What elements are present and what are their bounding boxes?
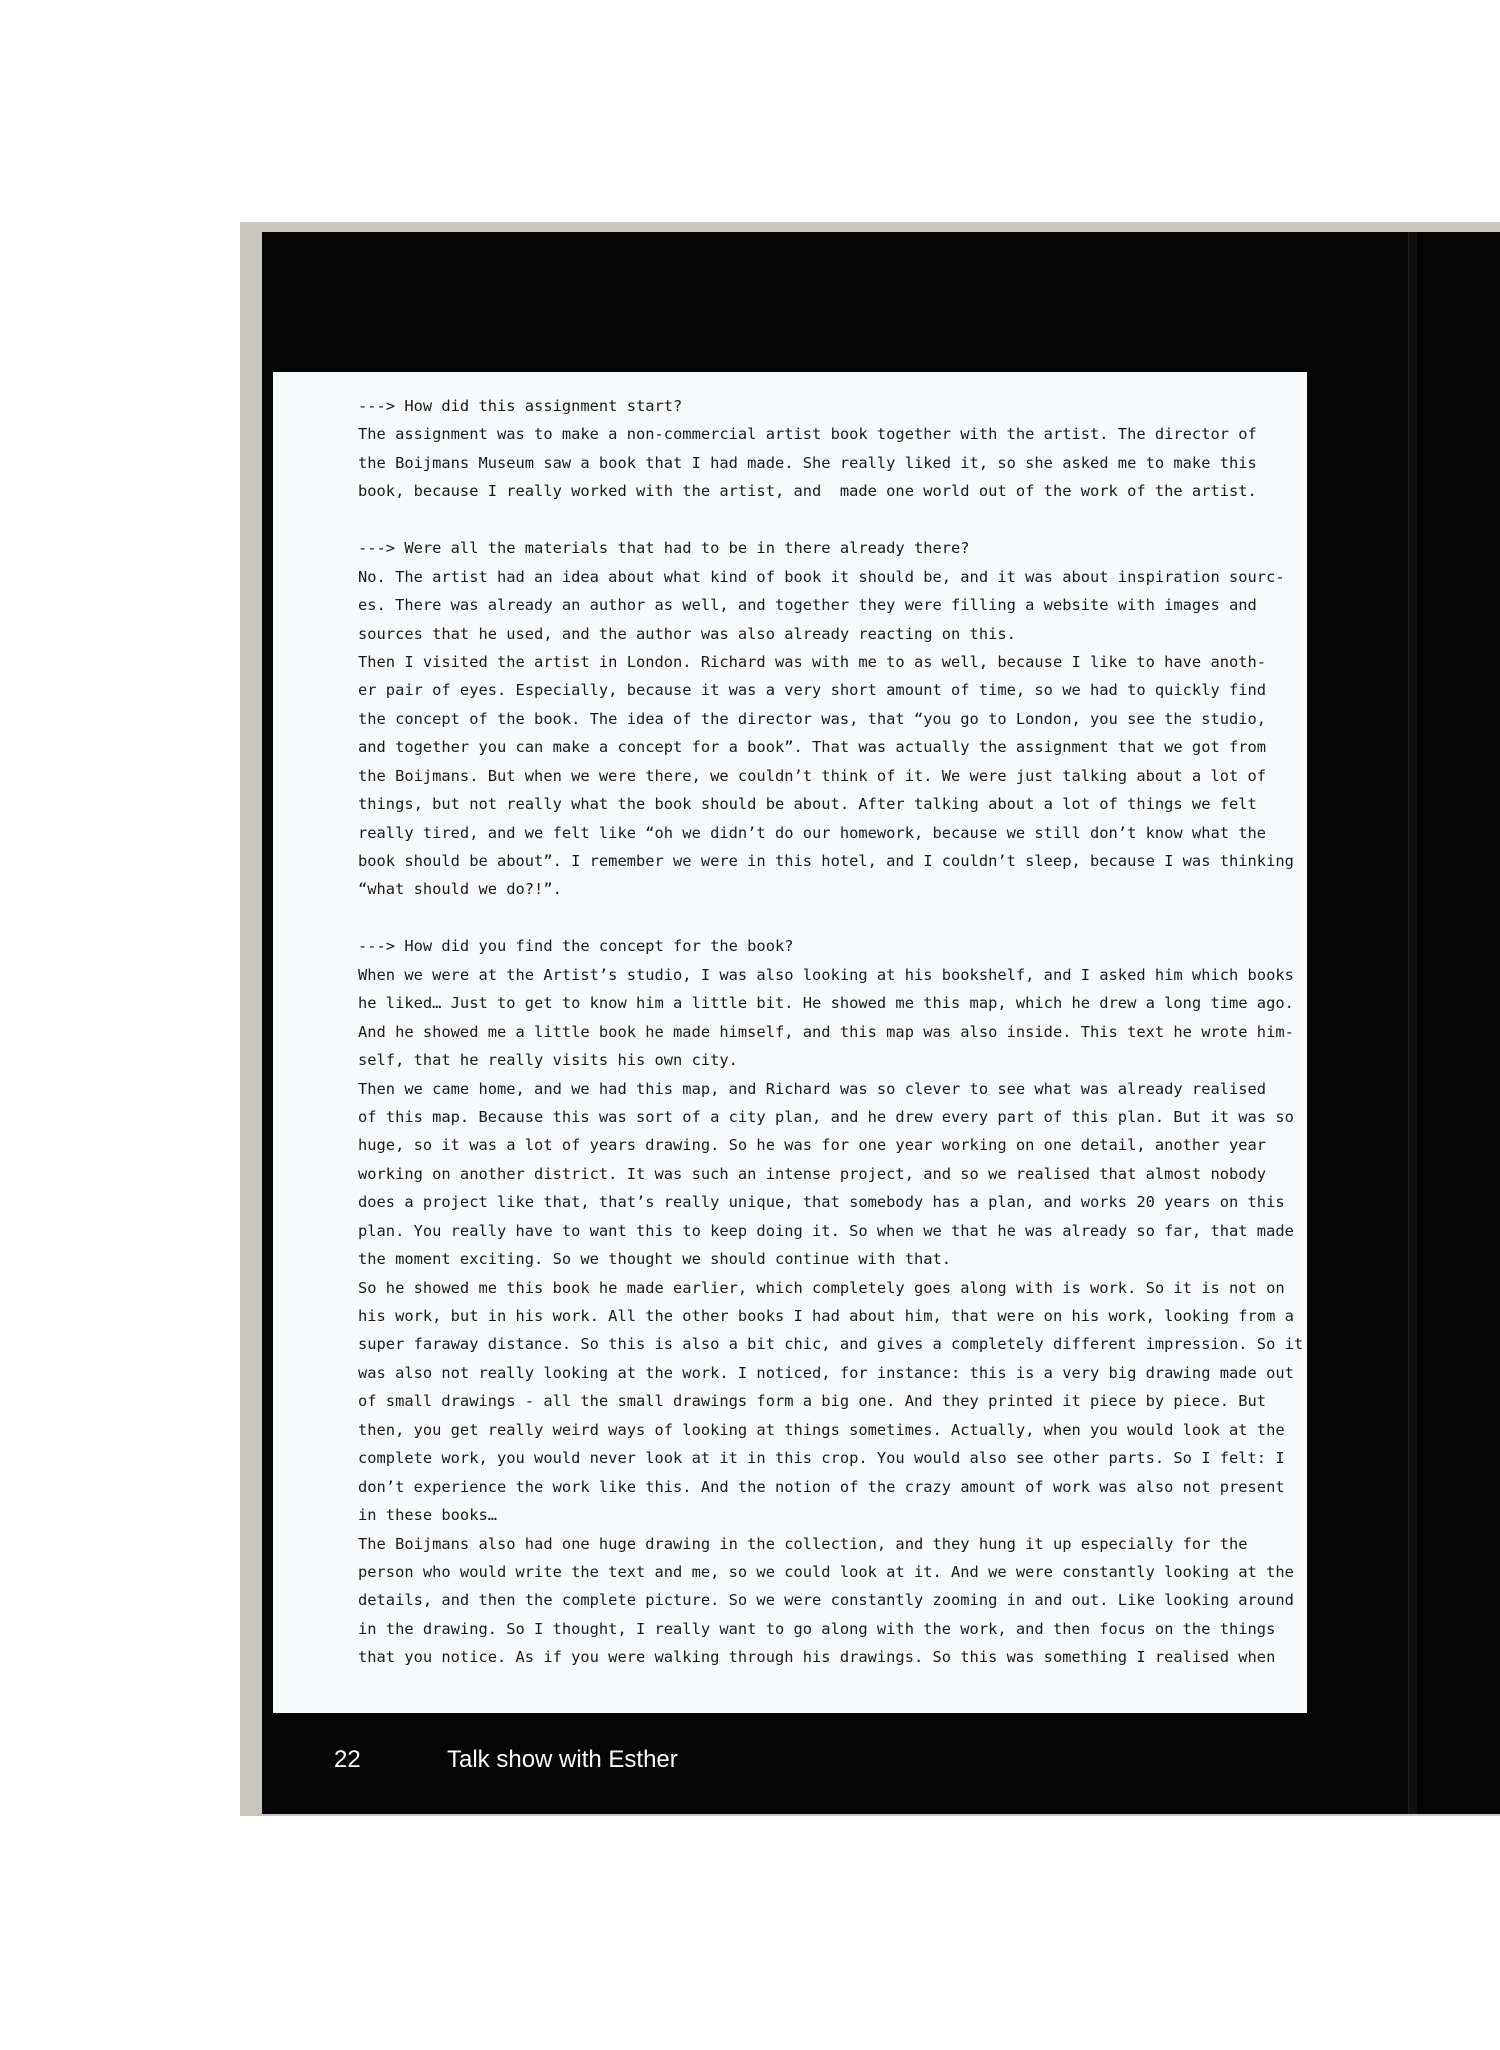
question-line: ---> How did you find the concept for the book? <box>358 937 794 956</box>
text-line: “what should we do?!”. <box>358 880 562 899</box>
text-line: self, that he really visits his own city. <box>358 1051 738 1070</box>
text-line: Then I visited the artist in London. Richard was with me to as well, because I like to have anoth- <box>358 652 1267 671</box>
text-line: of this map. Because this was sort of a city plan, and he drew every part of this plan. But it was so <box>358 1107 1294 1126</box>
blank-line <box>358 506 1288 534</box>
text-line: person who would write the text and me, so we could look at it. And we were constantly looking at the <box>358 1562 1294 1581</box>
text-line: Then we came home, and we had this map, and Richard was so clever to see what was already realised <box>358 1079 1267 1098</box>
text-line: huge, so it was a lot of years drawing. So he was for one year working on one detail, another year <box>358 1136 1267 1155</box>
text-line: sources that he used, and the author was also already reacting on this. <box>358 624 1016 643</box>
question-line: ---> Were all the materials that had to be in there already there? <box>358 539 970 558</box>
text-line: of small drawings - all the small drawings form a big one. And they printed it piece by piece. But <box>358 1392 1267 1411</box>
text-line: The Boijmans also had one huge drawing in the collection, and they hung it up especially for the <box>358 1534 1248 1553</box>
text-line: in these books… <box>358 1506 497 1525</box>
text-line: that you notice. As if you were walking through his drawings. So this was something I realised when <box>358 1648 1276 1667</box>
text-line: does a project like that, that’s really unique, that somebody has a plan, and works 20 years on this <box>358 1193 1285 1212</box>
text-line: in the drawing. So I thought, I really want to go along with the work, and then focus on the things <box>358 1619 1276 1638</box>
text-line: he liked… Just to get to know him a little bit. He showed me this map, which he drew a long time ago. <box>358 994 1294 1013</box>
page-title: Talk show with Esther <box>447 1746 678 1773</box>
text-line: book, because I really worked with the artist, and made one world out of the work of the artist. <box>358 482 1257 501</box>
text-line: the Boijmans Museum saw a book that I had made. She really liked it, so she asked me to make this <box>358 453 1257 472</box>
book-spine <box>1408 232 1417 1814</box>
text-line: book should be about”. I remember we were in this hotel, and I couldn’t sleep, because I was thinking <box>358 852 1294 870</box>
text-line: then, you get really weird ways of looking at things sometimes. Actually, when you would look at the <box>358 1420 1285 1439</box>
text-line: the concept of the book. The idea of the director was, that “you go to London, you see the studio, <box>358 709 1267 728</box>
text-line: plan. You really have to want this to keep doing it. So when we that he was already so far, that made <box>358 1221 1294 1240</box>
text-line: and together you can make a concept for a book”. That was actually the assignment that we got from <box>358 738 1267 757</box>
text-line: super faraway distance. So this is also a bit chic, and gives a completely different impression. So it <box>358 1335 1304 1354</box>
text-line: the moment exciting. So we thought we should continue with that. <box>358 1250 952 1269</box>
text-line: er pair of eyes. Especially, because it was a very short amount of time, so we had to quickly find <box>358 681 1267 700</box>
text-line: working on another district. It was such an intense project, and so we realised that almost nobody <box>358 1164 1267 1183</box>
text-line: So he showed me this book he made earlier, which completely goes along with is work. So it is not on <box>358 1278 1285 1297</box>
text-line: es. There was already an author as well, and together they were filling a website with images and <box>358 596 1257 615</box>
text-line: don’t experience the work like this. And the notion of the crazy amount of work was also not present <box>358 1477 1285 1496</box>
page-number: 22 <box>334 1746 361 1773</box>
text-line: the Boijmans. But when we were there, we couldn’t think of it. We were just talking about a lot of <box>358 766 1267 785</box>
text-line: was also not really looking at the work. I noticed, for instance: this is a very big drawing made out <box>358 1363 1294 1382</box>
text-line: really tired, and we felt like “oh we didn’t do our homework, because we still don’t know what the <box>358 823 1267 842</box>
text-panel <box>273 372 1307 1713</box>
text-line: The assignment was to make a non-commercial artist book together with the artist. The director of <box>358 425 1257 444</box>
text-line: complete work, you would never look at it in this crop. You would also see other parts. So I felt: I <box>358 1449 1285 1468</box>
text-line: No. The artist had an idea about what kind of book it should be, and it was about inspiration sourc- <box>358 567 1285 586</box>
question-line: ---> How did this assignment start? <box>358 397 683 415</box>
text-line: details, and then the complete picture. So we were constantly zooming in and out. Like looking around <box>358 1591 1294 1610</box>
text-line: his work, but in his work. All the other books I had about him, that were on his work, looking from a <box>358 1307 1294 1325</box>
blank-line <box>358 904 1288 932</box>
text-line: And he showed me a little book he made himself, and this map was also inside. This text he wrote him- <box>358 1022 1294 1041</box>
interview-body-text <box>358 392 1304 1672</box>
text-line: things, but not really what the book should be about. After talking about a lot of things we felt <box>358 795 1257 814</box>
text-line: When we were at the Artist’s studio, I was also looking at his bookshelf, and I asked him which books <box>358 965 1294 984</box>
